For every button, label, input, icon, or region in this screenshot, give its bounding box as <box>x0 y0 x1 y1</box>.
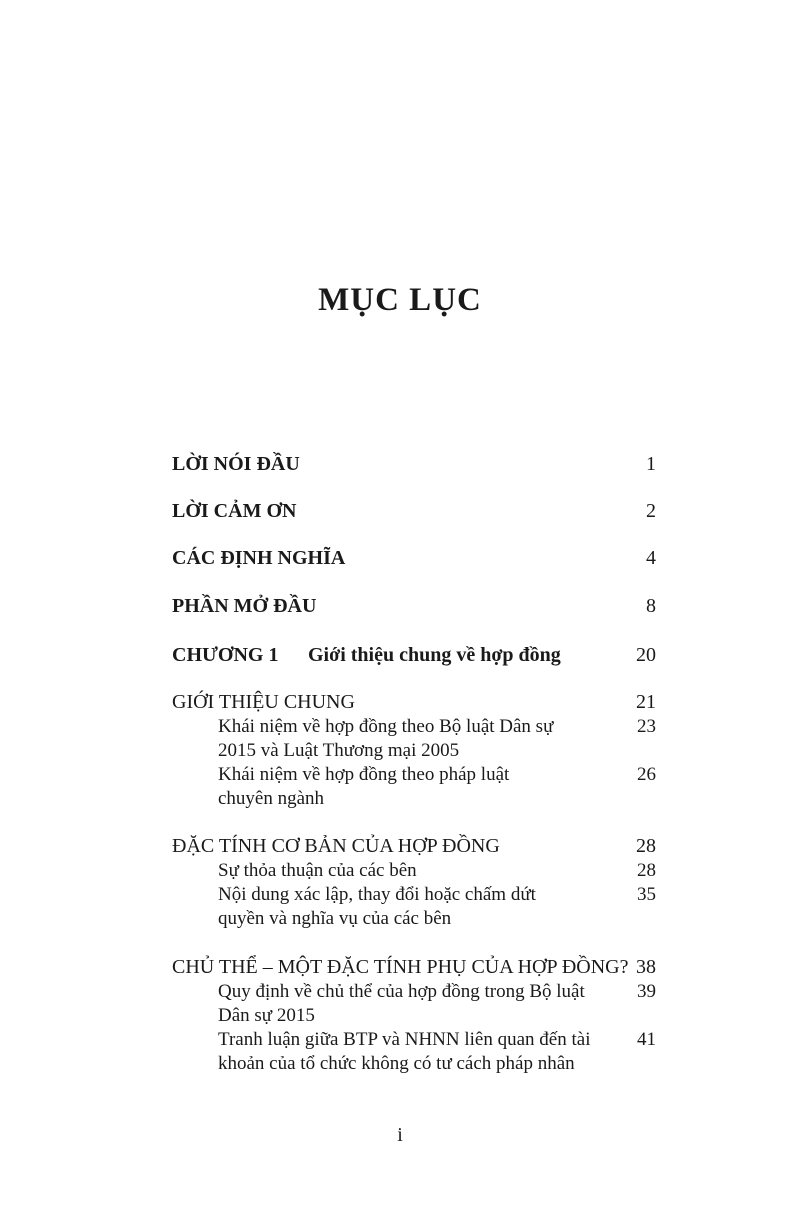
chapter-number: CHƯƠNG 1 <box>172 644 279 666</box>
section-heading-label: GIỚI THIỆU CHUNG <box>172 691 355 713</box>
chapter-title: Giới thiệu chung về hợp đồng <box>308 644 561 666</box>
section-heading <box>172 834 656 858</box>
chapter-page: 20 <box>636 644 656 666</box>
subsection-page: 41 <box>637 1029 656 1050</box>
subsection-line: 2015 và Luật Thương mại 2005 <box>218 740 460 761</box>
subsection-entry <box>218 715 656 763</box>
subsection-line: khoản của tổ chức không có tư cách pháp nhân <box>218 1053 575 1074</box>
subsection-entry <box>218 859 656 883</box>
toc-entry-page: 4 <box>646 547 656 569</box>
toc-entry-page: 2 <box>646 500 656 522</box>
section-heading-label: ĐẶC TÍNH CƠ BẢN CỦA HỢP ĐỒNG <box>172 835 500 857</box>
toc-entry-label: LỜI CẢM ƠN <box>172 500 297 522</box>
toc-entry <box>172 546 656 570</box>
subsection-line: Khái niệm về hợp đồng theo Bộ luật Dân sự <box>218 716 554 737</box>
subsection-line: Sự thỏa thuận của các bên <box>218 860 417 881</box>
section-heading-label: CHỦ THỂ – MỘT ĐẶC TÍNH PHỤ CỦA HỢP ĐỒNG? <box>172 956 629 978</box>
section-heading-page: 21 <box>636 691 656 713</box>
toc-entry <box>172 499 656 523</box>
subsection-page: 28 <box>637 860 656 881</box>
subsection-entry <box>218 980 656 1028</box>
page-title: MỤC LỤC <box>318 282 482 318</box>
toc-entry-label: CÁC ĐỊNH NGHĨA <box>172 547 346 569</box>
subsection-entry <box>218 883 656 931</box>
section-heading <box>172 955 656 979</box>
subsection-page: 35 <box>637 884 656 905</box>
subsection-page: 26 <box>637 764 656 785</box>
subsection-line: Dân sự 2015 <box>218 1005 315 1026</box>
subsection-line: Nội dung xác lập, thay đổi hoặc chấm dứt <box>218 884 536 905</box>
subsection-line: Quy định về chủ thể của hợp đồng trong Bộ luật <box>218 981 585 1002</box>
section-heading <box>172 690 656 714</box>
subsection-entry <box>218 763 656 811</box>
section-heading-page: 28 <box>636 835 656 857</box>
toc-entry-page: 1 <box>646 453 656 475</box>
page-number: i <box>397 1124 403 1146</box>
subsection-line: Khái niệm về hợp đồng theo pháp luật <box>218 764 510 785</box>
toc-entry-label: PHẦN MỞ ĐẦU <box>172 595 317 617</box>
toc-entry <box>172 594 656 618</box>
subsection-page: 39 <box>637 981 656 1002</box>
subsection-line: chuyên ngành <box>218 788 325 809</box>
section-heading-page: 38 <box>636 956 656 978</box>
toc-entry-label: LỜI NÓI ĐẦU <box>172 453 300 475</box>
subsection-line: Tranh luận giữa BTP và NHNN liên quan đến tài <box>218 1029 591 1050</box>
toc-entry <box>172 452 656 476</box>
subsection-line: quyền và nghĩa vụ của các bên <box>218 908 452 929</box>
subsection-page: 23 <box>637 716 656 737</box>
toc-entry-page: 8 <box>646 595 656 617</box>
subsection-entry <box>218 1028 656 1076</box>
chapter-entry <box>172 643 656 667</box>
